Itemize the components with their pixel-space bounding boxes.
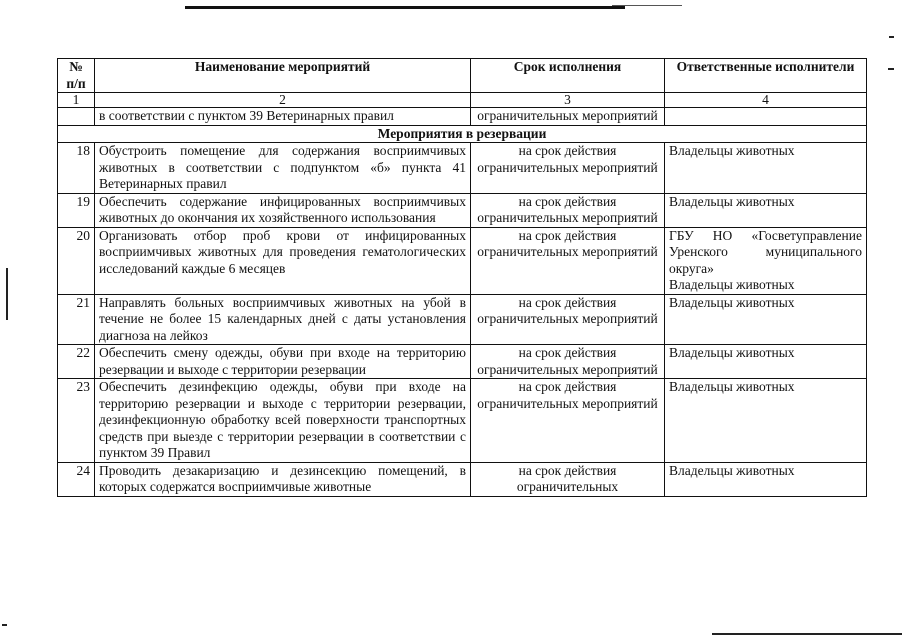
measure-term: на срок действия ограничительных мероприятий [471, 227, 665, 294]
measure-term: на срок действия ограничительных [471, 462, 665, 496]
measure-name: Обеспечить дезинфекцию одежды, обуви при входе на территорию резервации и выходе с территории резервации, дезинфекционную обработку всей поверхности транспортных средств при выезде с территории резервации в соответствии с пунктом 39 Правил [95, 379, 471, 463]
section-row [58, 125, 867, 143]
measure-name: Проводить дезакаризацию и дезинсекцию помещений, в которых содержатся восприимчивые животные [95, 462, 471, 496]
measure-term: на срок действия ограничительных мероприятий [471, 294, 665, 345]
section-title: Мероприятия в резервации [58, 125, 867, 143]
row-number: 24 [58, 462, 95, 496]
header-responsible: Ответственные исполнители [665, 59, 867, 93]
continuation-row [58, 108, 867, 126]
measure-term: на срок действия ограничительных мероприятий [471, 379, 665, 463]
column-index: 2 [95, 93, 471, 108]
measure-term: на срок действия ограничительных мероприятий [471, 143, 665, 194]
header-row [58, 59, 867, 93]
row-number [58, 108, 95, 126]
column-index: 3 [471, 93, 665, 108]
table-row [58, 294, 867, 345]
measure-name: Обеспечить смену одежды, обуви при входе на территорию резервации и выходе с территории резервации [95, 345, 471, 379]
measure-term: ограничительных мероприятий [471, 108, 665, 126]
scan-mark [888, 68, 894, 70]
column-index-row [58, 93, 867, 108]
row-number: 23 [58, 379, 95, 463]
measures-table [57, 58, 867, 497]
column-index: 1 [58, 93, 95, 108]
row-number: 19 [58, 193, 95, 227]
measure-responsible: Владельцы животных [665, 143, 867, 194]
row-number: 22 [58, 345, 95, 379]
measure-responsible: Владельцы животных [665, 294, 867, 345]
header-term: Срок исполнения [471, 59, 665, 93]
measure-name: Обеспечить содержание инфицированных восприимчивых животных до окончания их хозяйственного использования [95, 193, 471, 227]
responsible-org: ГБУ НО «Госветуправление Уренского муниципального округа» [669, 227, 862, 276]
responsible-owners: Владельцы животных [669, 277, 795, 292]
measure-responsible: Владельцы животных [665, 379, 867, 463]
measure-responsible: Владельцы животных [665, 462, 867, 496]
table-row [58, 462, 867, 496]
row-number: 20 [58, 227, 95, 294]
measure-responsible [665, 227, 867, 294]
scan-mark [6, 268, 8, 320]
scan-mark [2, 624, 7, 626]
column-index: 4 [665, 93, 867, 108]
scan-top-rule-thin [612, 5, 682, 6]
measure-responsible [665, 108, 867, 126]
table-row [58, 193, 867, 227]
scan-top-rule [185, 6, 625, 9]
table-row [58, 227, 867, 294]
header-name: Наименование мероприятий [95, 59, 471, 93]
measure-responsible: Владельцы животных [665, 193, 867, 227]
measure-name: Направлять больных восприимчивых животных на убой в течение не более 15 календарных дней с даты установления диагноза на лейкоз [95, 294, 471, 345]
row-number: 18 [58, 143, 95, 194]
measure-name: Обустроить помещение для содержания восприимчивых животных в соответствии с подпунктом «б» пункта 41 Ветеринарных правил [95, 143, 471, 194]
table-row [58, 379, 867, 463]
table-row [58, 143, 867, 194]
row-number: 21 [58, 294, 95, 345]
measure-term: на срок действия ограничительных мероприятий [471, 345, 665, 379]
measure-name: в соответствии с пунктом 39 Ветеринарных правил [95, 108, 471, 126]
header-num: № п/п [58, 59, 95, 93]
measure-term: на срок действия ограничительных мероприятий [471, 193, 665, 227]
scan-mark [889, 36, 894, 38]
measure-responsible: Владельцы животных [665, 345, 867, 379]
table-row [58, 345, 867, 379]
scan-bottom-rule [712, 633, 902, 635]
measure-name: Организовать отбор проб крови от инфицированных восприимчивых животных для проведения гематологических исследований каждые 6 месяцев [95, 227, 471, 294]
